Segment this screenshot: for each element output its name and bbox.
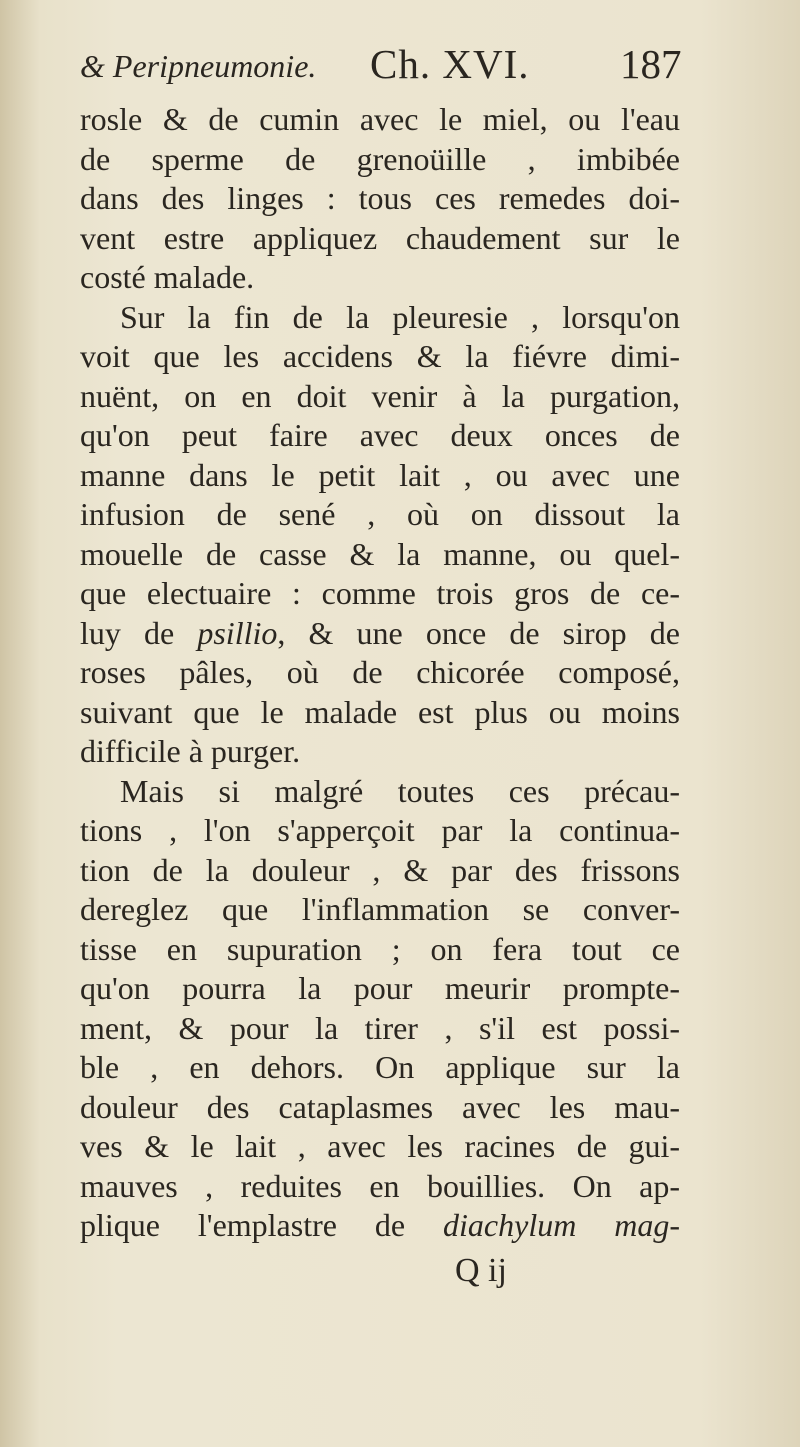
text-line: manne dans le petit lait , ou avec une bbox=[80, 456, 680, 493]
text-line: qu'on peut faire avec deux onces de bbox=[80, 417, 680, 453]
text-line: ves & le lait , avec les racines de gui- bbox=[80, 1128, 680, 1164]
text-line: mouelle de casse & la manne, ou quel- bbox=[80, 535, 680, 572]
text-line: infusion de sené , où on dissout la bbox=[80, 496, 680, 532]
text-line: difficile à purger. bbox=[80, 733, 301, 769]
text-line: dans des linges : tous ces remedes doi- bbox=[80, 180, 680, 216]
text-line: Sur la fin de la pleuresie , lorsqu'on bbox=[120, 298, 680, 335]
text-line: dereglez que l'inflammation se conver- bbox=[80, 891, 680, 927]
text-line: de sperme de grenoüille , imbibée bbox=[80, 140, 680, 177]
running-header bbox=[80, 40, 680, 100]
text-line: vent estre appliquez chaudement sur le bbox=[80, 219, 680, 256]
text-line: nuënt, on en doit venir à la purgation, bbox=[80, 377, 680, 414]
text-line: ble , en dehors. On applique sur la bbox=[80, 1049, 680, 1085]
text-line: costé malade. bbox=[80, 259, 255, 295]
text-line: luy de psillio, & une once de sirop de bbox=[80, 614, 681, 651]
text-line: douleur des cataplasmes avec les mau- bbox=[80, 1088, 680, 1125]
text-line: voit que les accidens & la fiévre dimi- bbox=[80, 338, 680, 374]
text-line: suivant que le malade est plus ou moins bbox=[80, 693, 680, 730]
text-line: tion de la douleur , & par des frissons bbox=[80, 851, 680, 888]
page-number: 187 bbox=[620, 41, 682, 87]
text-line: plique l'emplastre de diachylum mag- bbox=[80, 1207, 681, 1243]
text-line: ment, & pour la tirer , s'il est possi- bbox=[80, 1009, 680, 1046]
text-line: qu'on pourra la pour meurir prompte- bbox=[80, 970, 680, 1006]
chapter-heading: Ch. XVI. bbox=[370, 41, 530, 87]
text-block bbox=[80, 40, 680, 1296]
text-line: Mais si malgré toutes ces précau- bbox=[120, 772, 680, 809]
running-title: & Peripneumonie. bbox=[80, 48, 317, 84]
text-line: roses pâles, où de chicorée composé, bbox=[80, 654, 680, 690]
text-line: mauves , reduites en bouillies. On ap- bbox=[80, 1167, 680, 1204]
text-line: tions , l'on s'apperçoit par la continua- bbox=[80, 812, 680, 848]
text-line: tisse en supuration ; on fera tout ce bbox=[80, 930, 680, 967]
text-line: rosle & de cumin avec le miel, ou l'eau bbox=[80, 101, 680, 137]
signature-mark: Q ij bbox=[455, 1251, 507, 1289]
text-line: que electuaire : comme trois gros de ce- bbox=[80, 575, 680, 611]
